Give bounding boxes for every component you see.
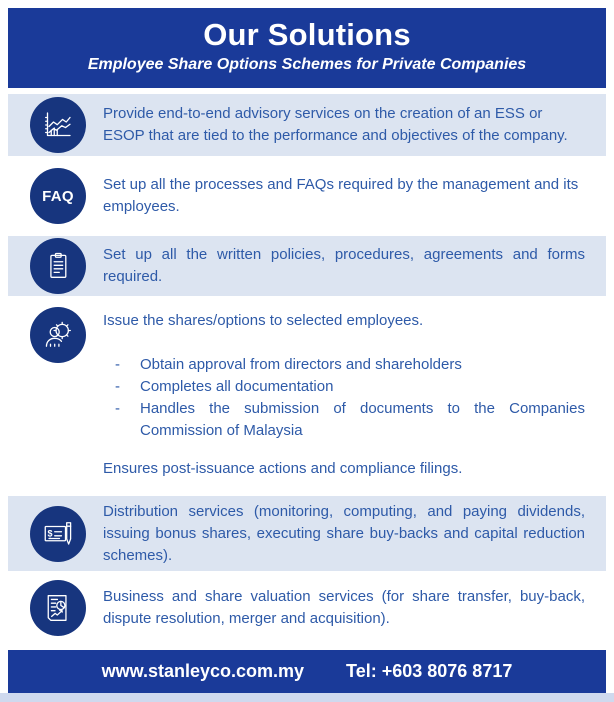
line-chart-icon [30,97,86,153]
bottom-strip [0,693,614,702]
cheque-pen-icon [30,506,86,562]
bullet-text: Completes all documentation [140,378,334,395]
bullet-marker: - [115,378,120,395]
solution-closing-text: Ensures post-issuance actions and compliance filings. [103,460,463,477]
solution-text: Issue the shares/options to selected employees. [103,312,424,329]
faq-icon [30,168,86,224]
dollar-glyph: $ [47,527,53,538]
bullet-item [103,398,585,442]
bullet-marker: - [115,400,120,417]
website-text: www.stanleyco.com.my [101,661,305,681]
bullet-list [103,354,585,442]
footer-bar [8,650,606,693]
phone-text: Tel: +603 8076 8717 [346,661,513,681]
bullet-item [103,376,585,398]
clipboard-icon [30,238,86,294]
header-banner [8,8,606,88]
bullet-text: Obtain approval from directors and shareholders [140,356,462,373]
solution-row-issuance [8,296,606,496]
faq-icon-label: FAQ [42,187,74,205]
valuation-report-icon [30,580,86,636]
person-gear-icon [30,307,86,363]
solution-text: Set up all the written policies, procedures, agreements and forms required. [103,246,585,285]
solution-row-valuation [8,571,606,644]
bullet-text: Handles the submission of documents to the Companies Commission of Malaysia [140,400,585,439]
solution-text: Set up all the processes and FAQs required by the management and its employees. [103,176,579,215]
page-title: Our Solutions [203,17,411,52]
solution-text: Provide end-to-end advisory services on the creation of an ESS or ESOP that are tied to the performance and objectives of the company. [103,105,568,144]
solution-row-advisory [8,94,606,156]
page-subtitle: Employee Share Options Schemes for Private Companies [87,56,527,73]
solution-row-policies [8,236,606,296]
solution-text-block [103,296,585,480]
solution-row-faq [8,156,606,236]
bullet-marker: - [115,356,120,373]
solution-text: Business and share valuation services (for share transfer, buy-back, dispute resolution, merger and acquisition). [103,587,585,627]
solution-text: Distribution services (monitoring, computing, and paying dividends, issuing bonus shares, executing share buy-backs and capital reduction schemes). [103,502,585,564]
solution-row-distribution [8,496,606,571]
bullet-item [103,354,585,376]
